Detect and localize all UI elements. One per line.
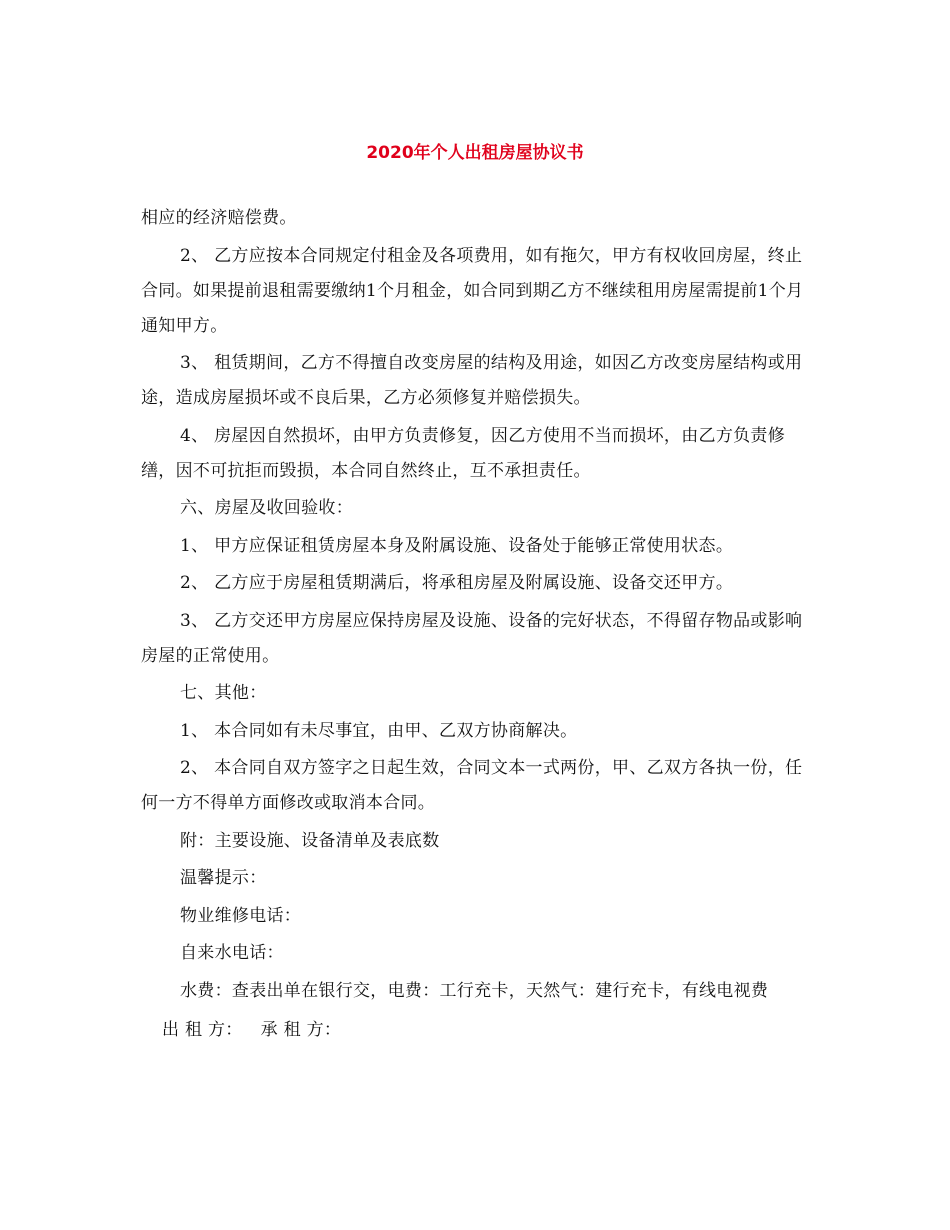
paragraph: 2、 本合同自双方签字之日起生效，合同文本一式两份，甲、乙双方各执一份，任何一方不得单方面修改或取消本合同。 xyxy=(141,758,803,813)
lessor-label: 出 租 方： xyxy=(162,1019,243,1040)
section-heading: 七、其他： xyxy=(180,683,267,703)
section-heading: 六、房屋及收回验收： xyxy=(180,498,353,518)
paragraph: 1、 甲方应保证租赁房屋本身及附属设施、设备处于能够正常使用状态。 xyxy=(180,535,734,556)
utility-fees-note: 水费：查表出单在银行交，电费：工行充卡，天然气：建行充卡，有线电视费 xyxy=(180,980,769,1001)
signature-line xyxy=(141,1013,809,1048)
tip-heading: 温馨提示： xyxy=(180,868,267,888)
maintenance-phone-line: 物业维修电话： xyxy=(180,905,302,926)
attachment-note: 附：主要设施、设备清单及表底数 xyxy=(180,830,440,851)
paragraph: 2、 乙方应于房屋租赁期满后，将承租房屋及附属设施、设备交还甲方。 xyxy=(180,573,734,593)
paragraph: 1、 本合同如有未尽事宜，由甲、乙双方协商解决。 xyxy=(180,720,578,741)
document-body xyxy=(141,201,809,1050)
paragraph: 3、 乙方交还甲方房屋应保持房屋及设施、设备的完好状态，不得留存物品或影响房屋的正常使用。 xyxy=(141,610,803,666)
paragraph: 4、 房屋因自然损坏，由甲方负责修复，因乙方使用不当而损坏，由乙方负责修缮，因不可抗拒而毁损，本合同自然终止，互不承担责任。 xyxy=(141,425,786,481)
document-title: 2020年个人出租房屋协议书 xyxy=(366,143,584,163)
paragraph: 3、 租赁期间，乙方不得擅自改变房屋的结构及用途，如因乙方改变房屋结构或用途，造成房屋损坏或不良后果，乙方必须修复并赔偿损失。 xyxy=(141,353,803,408)
water-phone-line: 自来水电话： xyxy=(180,943,284,963)
lessee-label: 承 租 方： xyxy=(260,1019,342,1040)
paragraph: 2、 乙方应按本合同规定付租金及各项费用，如有拖欠，甲方有权收回房屋，终止合同。如果提前退租需要缴纳1个月租金，如合同到期乙方不继续租用房屋需提前1个月通知甲方。 xyxy=(141,245,804,336)
paragraph: 相应的经济赔偿费。 xyxy=(141,208,297,228)
